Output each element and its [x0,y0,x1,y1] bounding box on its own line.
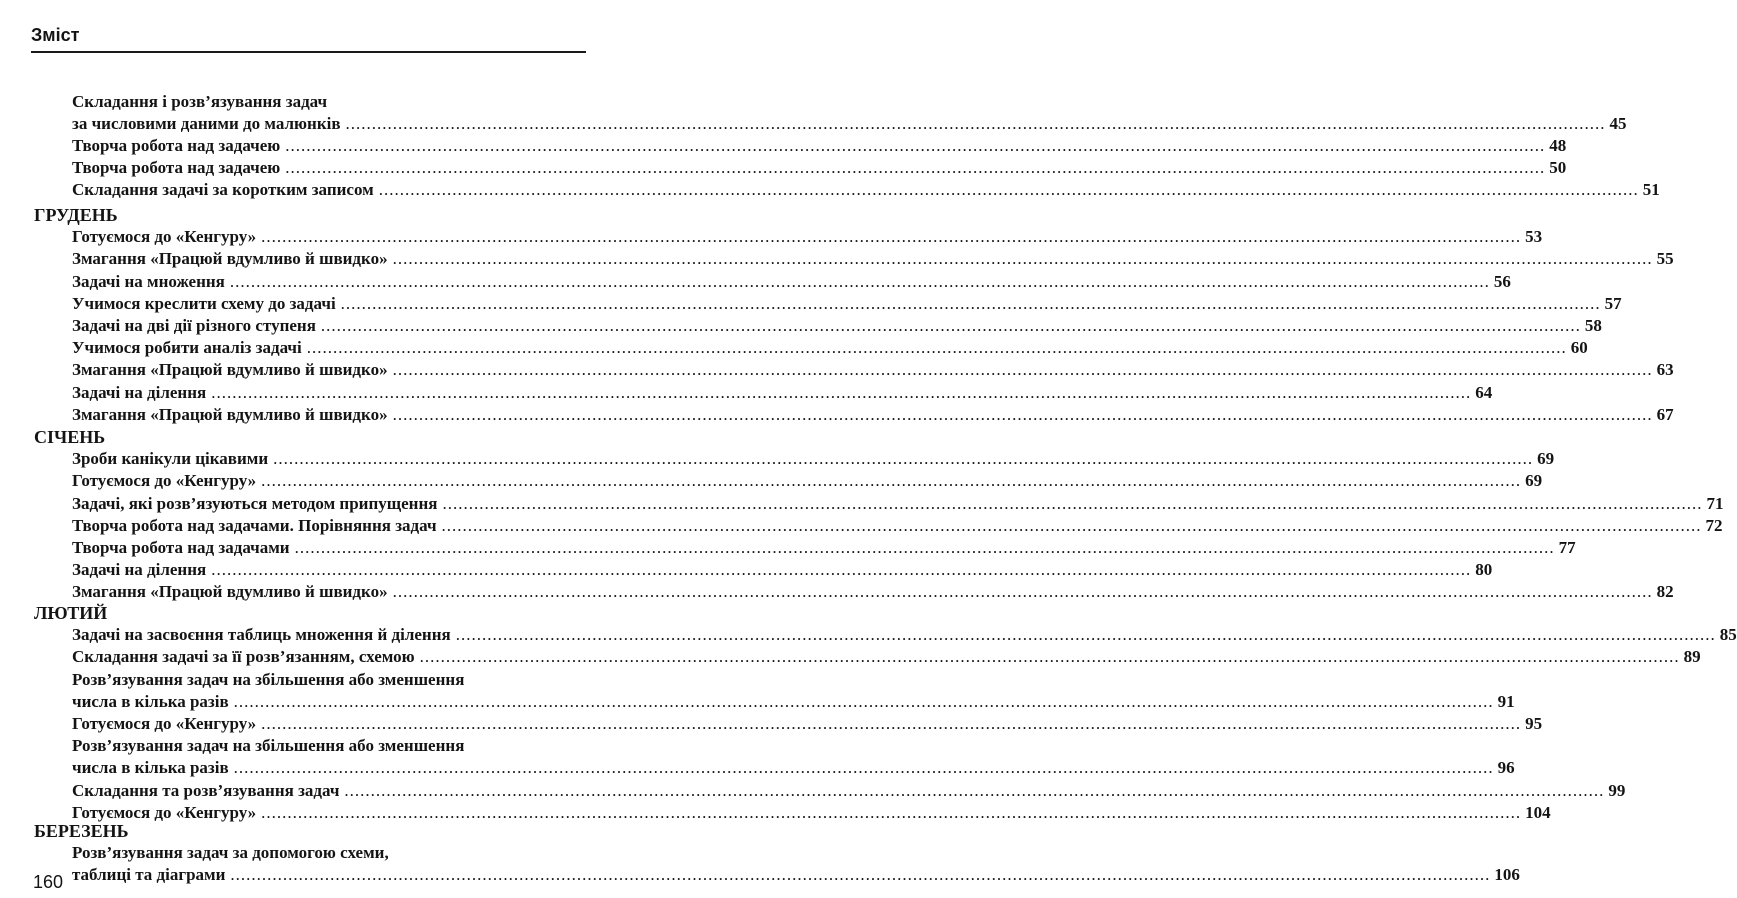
toc-entry-title: за числовими даними до малюнків [72,113,341,133]
toc-page-number: 48 [1549,135,1567,155]
dot-leader: ................................................................................................................................................................................................................................................ [233,758,1494,778]
dot-leader: ................................................................................................................................................................................................................................................ [233,691,1494,711]
dot-leader: ................................................................................................................................................................................................................................................ [285,135,1546,155]
toc-page-number: 89 [1683,647,1701,667]
dot-leader: ................................................................................................................................................................................................................................................ [211,382,1472,402]
toc-entry [72,624,1737,646]
toc-entry-title: Складання задачі за коротким записом [72,180,374,200]
toc-entry-title: Готуємося до «Кенгуру» [72,714,257,733]
month-section-title: ЛЮТИЙ [34,603,108,623]
toc-entry [72,864,1520,886]
toc-page-number: 91 [1497,691,1515,711]
toc-entry-title: Готуємося до «Кенгуру» [72,471,257,491]
toc-entry-title: Задачі на ділення [72,560,207,580]
toc-entry-title-line: Складання і розв’язування задач [72,91,328,111]
toc-entry [72,581,1674,603]
dot-leader: ................................................................................................................................................................................................................................................ [273,449,1534,469]
toc-entry-title: Учимося робити аналіз задачі [72,338,302,358]
toc-entry-title-line: Розв’язування задач на збільшення або зменшення [72,736,465,756]
dot-leader: ................................................................................................................................................................................................................................................ [392,404,1653,424]
toc-entry [72,757,1515,779]
toc-entry [72,337,1588,359]
toc-entry [72,248,1674,270]
toc-entry-title: Задачі на множення [72,271,225,291]
toc-page-number: 67 [1656,404,1674,424]
dot-leader: ................................................................................................................................................................................................................................................ [340,293,1601,313]
toc-entry [72,493,1724,515]
toc-entry-title: Задачі на дві дії різного ступеня [72,316,316,335]
toc-entry-title: Учимося креслити схему до задачі [72,293,336,313]
toc-entry [72,646,1701,668]
toc-entry [72,293,1622,315]
dot-leader: ................................................................................................................................................................................................................................................ [306,338,1567,358]
toc-page-number: 53 [1525,227,1543,247]
toc-page-number: 50 [1549,158,1567,178]
dot-leader: ................................................................................................................................................................................................................................................ [392,360,1653,380]
toc-page-number: 64 [1475,382,1493,402]
toc-entry-title: Задачі на ділення [72,382,207,402]
dot-leader: ................................................................................................................................................................................................................................................ [419,647,1680,667]
month-section-title: СІЧЕНЬ [34,427,106,447]
toc-page-number: 69 [1537,449,1555,469]
toc-page-number: 80 [1475,560,1493,580]
toc-page-number: 56 [1493,271,1511,291]
toc-entry-title: Змагання «Працюй вдумливо й швидко» [72,360,388,380]
dot-leader: ................................................................................................................................................................................................................................................ [392,582,1653,602]
dot-leader: ................................................................................................................................................................................................................................................ [345,113,1606,133]
toc-entry [72,713,1543,735]
toc-entry-title: числа в кілька разів [72,691,229,711]
toc-entry [72,559,1493,581]
toc-entry-title: Творча робота над задачею [72,158,281,178]
toc-entry [72,179,1660,201]
dot-leader: ................................................................................................................................................................................................................................................ [211,560,1472,580]
toc-page-number: 85 [1719,625,1737,645]
toc-entry-title: Готуємося до «Кенгуру» [72,802,257,822]
toc-entry [72,157,1567,179]
toc-page-number: 45 [1609,113,1627,133]
toc-entry [72,271,1511,293]
toc-page-number: 69 [1525,471,1543,491]
toc-page-number: 99 [1608,780,1626,800]
dot-leader: ................................................................................................................................................................................................................................................ [285,158,1546,178]
toc-page-number: 82 [1656,582,1674,602]
toc-page-number: 96 [1497,758,1515,778]
toc-page-number: 55 [1656,249,1674,269]
toc-entry-title: Готуємося до «Кенгуру» [72,227,257,247]
toc-page-number: 51 [1642,180,1660,200]
toc-entry-title: Творча робота над задачами [72,538,290,557]
toc-entry [72,315,1602,337]
toc-page-number: 104 [1525,802,1551,822]
toc-page-number: 72 [1705,515,1723,535]
toc-entry-title: Зроби канікули цікавими [72,449,269,469]
month-section-title: БЕРЕЗЕНЬ [34,821,129,841]
toc-entry-title-line: Розв’язування задач на збільшення або зменшення [72,669,465,689]
dot-leader: ................................................................................................................................................................................................................................................ [261,802,1522,822]
month-section-title: ГРУДЕНЬ [34,205,118,225]
toc-entry [72,537,1576,559]
toc-entry-title: Складання та розв’язування задач [72,780,340,800]
dot-leader: ................................................................................................................................................................................................................................................ [229,271,1490,291]
toc-page-number: 71 [1706,493,1724,513]
toc-page-number: 106 [1494,865,1520,885]
toc-entry [72,135,1567,157]
dot-leader: ................................................................................................................................................................................................................................................ [261,471,1522,491]
dot-leader: ................................................................................................................................................................................................................................................ [320,316,1581,335]
toc-entry-title: Змагання «Працюй вдумливо й швидко» [72,249,388,269]
toc-entry-title: Змагання «Працюй вдумливо й швидко» [72,404,388,424]
toc-entry [72,382,1493,404]
toc-page-number: 95 [1525,714,1543,733]
toc-entry [72,359,1674,381]
toc-entry-title: таблиці та діаграми [72,865,226,885]
dot-leader: ................................................................................................................................................................................................................................................ [261,227,1522,247]
dot-leader: ................................................................................................................................................................................................................................................ [230,865,1491,885]
toc-entry [72,515,1723,537]
dot-leader: ................................................................................................................................................................................................................................................ [294,538,1555,557]
toc-page-number: 63 [1656,360,1674,380]
toc-entry [72,404,1674,426]
toc-entry-title: Творча робота над задачею [72,135,281,155]
dot-leader: ................................................................................................................................................................................................................................................ [392,249,1653,269]
toc-entry [72,780,1626,802]
toc-entry-title: Задачі на засвоєння таблиць множення й ділення [72,625,451,645]
toc-entry [72,226,1543,248]
toc-entry-title: Творча робота над задачами. Порівняння задач [72,515,437,535]
toc-entry [72,113,1627,135]
toc-entry [72,470,1543,492]
toc-page-number: 60 [1570,338,1588,358]
dot-leader: ................................................................................................................................................................................................................................................ [261,714,1522,733]
dot-leader: ................................................................................................................................................................................................................................................ [441,515,1702,535]
toc-entry-title: Задачі, які розв’язуються методом припущення [72,493,438,513]
dot-leader: ................................................................................................................................................................................................................................................ [344,780,1605,800]
running-header-title: Зміст [31,25,80,45]
toc-entry-title-line: Розв’язування задач за допомогою схеми, [72,843,389,863]
toc-page-number: 57 [1604,293,1622,313]
toc-entry-title: Змагання «Працюй вдумливо й швидко» [72,582,388,602]
toc-page-number: 77 [1558,538,1576,557]
toc-entry [72,691,1515,713]
dot-leader: ................................................................................................................................................................................................................................................ [378,180,1639,200]
dot-leader: ................................................................................................................................................................................................................................................ [455,625,1716,645]
toc-entry-title: Складання задачі за її розв’язанням, схемою [72,647,415,667]
toc-entry-title: числа в кілька разів [72,758,229,778]
page-number: 160 [33,872,64,892]
toc-page-number: 58 [1584,316,1602,335]
dot-leader: ................................................................................................................................................................................................................................................ [442,493,1703,513]
toc-entry [72,448,1555,470]
